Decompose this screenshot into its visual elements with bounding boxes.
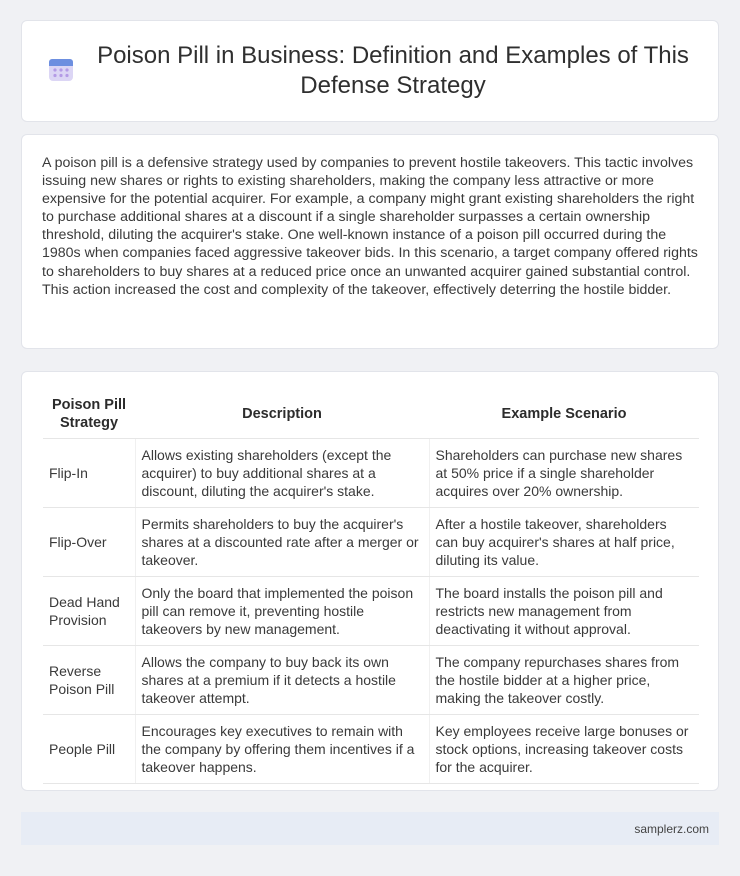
intro-card bbox=[21, 134, 719, 349]
description-cell: Only the board that implemented the poison pill can remove it, preventing hostile takeovers by new management. bbox=[135, 577, 429, 646]
example-cell: Key employees receive large bonuses or stock options, increasing takeover costs for the acquirer. bbox=[429, 715, 699, 784]
strategy-cell: Reverse Poison Pill bbox=[43, 646, 135, 715]
example-cell: The board installs the poison pill and restricts new management from deactivating it without approval. bbox=[429, 577, 699, 646]
table-header-row bbox=[43, 390, 699, 439]
table-row bbox=[43, 646, 699, 715]
strategy-cell: Flip-In bbox=[43, 439, 135, 508]
header-description: Description bbox=[135, 390, 429, 439]
strategy-cell: Dead Hand Provision bbox=[43, 577, 135, 646]
description-cell: Allows existing shareholders (except the acquirer) to buy additional shares at a discount, diluting the acquirer's stake. bbox=[135, 439, 429, 508]
strategy-cell: People Pill bbox=[43, 715, 135, 784]
intro-paragraph: A poison pill is a defensive strategy used by companies to prevent hostile takeovers. This tactic involves issuing new shares or rights to existing shareholders, making the company less attractive or more expensive for the potential acquirer. For example, a company might grant existing shareholders the right to purchase additional shares at a discount if a single shareholder surpasses a certain ownership threshold, diluting the acquirer's stake. One well-known instance of a poison pill occurred during the 1980s when companies faced aggressive takeover bids. In this scenario, a target company offered rights to shareholders to buy shares at a reduced price once an unwanted acquirer gained substantial control. This action increased the cost and complexity of the takeover, effectively deterring the hostile bidder. bbox=[42, 155, 698, 298]
example-cell: After a hostile takeover, shareholders can buy acquirer's shares at half price, diluting its value. bbox=[429, 508, 699, 577]
description-cell: Encourages key executives to remain with the company by offering them incentives if a takeover happens. bbox=[135, 715, 429, 784]
page-title: Poison Pill in Business: Definition and Examples of This Defense Strategy bbox=[97, 42, 689, 99]
example-cell: Shareholders can purchase new shares at 50% price if a single shareholder acquires over 20% ownership. bbox=[429, 439, 699, 508]
table-row bbox=[43, 439, 699, 508]
table-card bbox=[21, 371, 719, 791]
footer-site-link[interactable]: samplerz.com bbox=[634, 822, 709, 836]
strategy-table bbox=[43, 390, 699, 784]
table-row bbox=[43, 508, 699, 577]
header-example: Example Scenario bbox=[429, 390, 699, 439]
header-strategy: Poison Pill Strategy bbox=[43, 390, 135, 439]
calendar-icon bbox=[47, 55, 75, 83]
example-cell: The company repurchases shares from the hostile bidder at a higher price, making the takeover costly. bbox=[429, 646, 699, 715]
strategy-cell: Flip-Over bbox=[43, 508, 135, 577]
description-cell: Permits shareholders to buy the acquirer's shares at a discounted rate after a merger or takeover. bbox=[135, 508, 429, 577]
table-row bbox=[43, 577, 699, 646]
title-card bbox=[21, 20, 719, 122]
description-cell: Allows the company to buy back its own shares at a premium if it detects a hostile takeover attempt. bbox=[135, 646, 429, 715]
footer bbox=[21, 812, 719, 845]
table-row bbox=[43, 715, 699, 784]
